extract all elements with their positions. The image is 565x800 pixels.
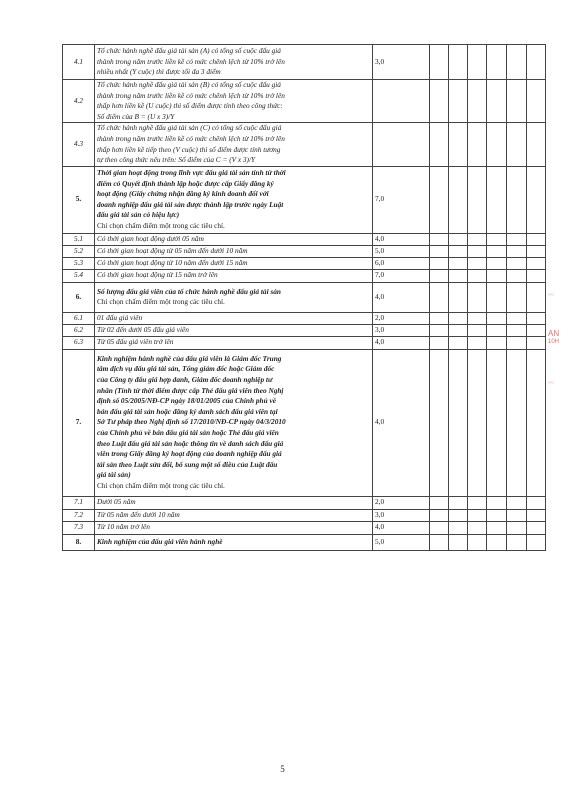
criterion-description [95,80,373,123]
score-cell [468,80,487,123]
criterion-number: 7.2 [63,509,95,521]
score-cell [527,123,546,166]
score-cell [527,312,546,324]
description-line: Từ 10 năm trở lên [97,522,150,532]
criterion-description [95,257,373,269]
score-cell [468,245,487,257]
score-cell [430,166,449,233]
score-cell [507,233,527,245]
score-cell [430,534,449,550]
score-cell [449,123,468,166]
description-line: Tổ chức hành nghề đấu giá tài sản (C) có tổng số cuộc đấu giá [97,123,282,133]
table-row [63,282,546,312]
score-cell [487,282,507,312]
criterion-description [95,324,373,336]
description-line: Dưới 05 năm [97,497,136,507]
description-line: Số lượng đấu giá viên của tổ chức hành nghề đấu giá tài sản [97,286,281,296]
score-cell [487,245,507,257]
score-cell [449,257,468,269]
score-cell [507,166,527,233]
stamp-mark-upper: 〰 [548,293,555,299]
description-line: định số 05/2005/NĐ-CP ngày 18/01/2005 của Chính phủ về [97,396,276,406]
score-cell [527,166,546,233]
criterion-number: 7. [63,349,95,496]
score-cell [507,269,527,282]
max-points: 6,0 [373,257,430,269]
score-cell [487,269,507,282]
score-cell [430,312,449,324]
score-cell [468,233,487,245]
score-cell [487,166,507,233]
criterion-number: 5. [63,166,95,233]
max-points: 7,0 [373,166,430,233]
score-cell [487,509,507,521]
table-row [63,336,546,349]
criterion-description [95,496,373,509]
description-line: đấu giá tài sản có hiệu lực) [97,210,180,220]
description-line: điểm có Quyết định thành lập hoặc được cấp Giấy đăng ký [97,178,274,188]
score-cell [430,45,449,80]
table-row [63,521,546,534]
max-points: 4,0 [373,233,430,245]
table-row [63,312,546,324]
score-cell [527,45,546,80]
table-row [63,534,546,550]
score-cell [527,349,546,496]
score-cell [449,80,468,123]
table-row [63,123,546,166]
max-points: 3,0 [373,324,430,336]
description-line: Số điểm của B = (U x 3)/Y [97,111,175,121]
description-line: 01 đấu giá viên [97,312,143,322]
score-cell [468,269,487,282]
stamp-text-line1: AN [548,329,560,338]
criterion-number: 8. [63,534,95,550]
score-cell [468,324,487,336]
score-cell [507,509,527,521]
description-line: tự theo công thức nêu trên: Số điểm của C = (V x 3)/Y [97,155,256,165]
score-cell [487,324,507,336]
score-cell [449,166,468,233]
description-line: Kinh nghiệm hành nghề của đấu giá viên là Giám đốc Trung [97,353,282,363]
score-cell [507,349,527,496]
criterion-description [95,123,373,166]
red-stamp-fragment [548,330,559,346]
description-line: thành trong năm trước liền kề có mức chênh lệch từ 10% trở lên [97,90,285,100]
table-row [63,245,546,257]
table-row [63,45,546,80]
score-cell [468,509,487,521]
score-cell [507,324,527,336]
score-cell [430,521,449,534]
description-line: giá tài sản) [97,470,131,480]
description-line: Sở Tư pháp theo Nghị định số 17/2010/NĐ-CP ngày 04/3/2010 [97,417,286,427]
score-cell [449,312,468,324]
max-points: 4,0 [373,336,430,349]
table-row [63,257,546,269]
description-line: thành trong năm trước liền kề có mức chênh lệch từ 10% trở lên [97,56,285,66]
description-line: bán đấu giá tài sản hoặc đăng ký danh sách đấu giá viên tại [97,406,278,416]
score-cell [430,509,449,521]
description-line: của Công ty đấu giá hợp danh, Giám đốc doanh nghiệp tư [97,375,273,385]
score-cell [449,336,468,349]
description-line: nhiều nhất (Y cuộc) thì được tối đa 3 điểm [97,67,221,77]
score-cell [468,336,487,349]
max-points: 2,0 [373,312,430,324]
criterion-number: 6.1 [63,312,95,324]
description-line: Chỉ chọn chấm điểm một trong các tiêu chí. [97,481,225,491]
table-row [63,166,546,233]
criterion-number: 5.3 [63,257,95,269]
score-cell [468,349,487,496]
score-cell [527,534,546,550]
score-cell [527,245,546,257]
criterion-number: 5.2 [63,245,95,257]
max-points: 3,0 [373,509,430,521]
score-cell [468,282,487,312]
max-points: 4,0 [373,349,430,496]
description-line: viên trong Giấy đăng ký hoạt động của doanh nghiệp đấu giá [97,449,282,459]
description-line: Có thời gian hoạt động từ 10 năm đến dưới 15 năm [97,257,248,267]
score-cell [527,509,546,521]
table-row [63,496,546,509]
score-cell [468,521,487,534]
table-row [63,80,546,123]
score-cell [449,324,468,336]
criterion-number: 7.1 [63,496,95,509]
description-line: của Chính phủ về bán đấu giá tài sản hoặc Thẻ đấu giá viên [97,428,279,438]
description-line: thấp hơn liền kề tiếp theo (V cuộc) thì số điểm được tính tương [97,144,281,154]
score-cell [507,521,527,534]
description-line: hoạt động (Giấy chứng nhận đăng ký kinh doanh đối với [97,189,269,199]
score-cell [527,269,546,282]
criterion-number: 5.1 [63,233,95,245]
score-cell [449,496,468,509]
score-cell [507,312,527,324]
criterion-number: 6.2 [63,324,95,336]
score-cell [430,245,449,257]
max-points: 4,0 [373,282,430,312]
score-cell [487,521,507,534]
max-points: 5,0 [373,245,430,257]
criterion-description [95,245,373,257]
criterion-description [95,509,373,521]
score-cell [527,282,546,312]
criterion-number: 6. [63,282,95,312]
max-points [373,80,430,123]
criterion-description [95,534,373,550]
description-line: Từ 05 đấu giá viên trở lên [97,337,174,347]
score-cell [507,123,527,166]
description-line: Có thời gian hoạt động từ 05 năm đến dưới 10 năm [97,245,248,255]
score-cell [507,336,527,349]
description-line: Có thời gian hoạt động dưới 05 năm [97,233,204,243]
score-cell [487,349,507,496]
max-points [373,123,430,166]
criterion-number: 4.3 [63,123,95,166]
score-cell [487,45,507,80]
criterion-description [95,349,373,496]
description-line: Chỉ chọn chấm điểm một trong các tiêu chí. [97,220,225,230]
description-line: doanh nghiệp đấu giá tài sản được thành lập trước ngày Luật [97,199,284,209]
max-points: 4,0 [373,521,430,534]
criterion-description [95,45,373,80]
description-line: thành trong năm trước liền kề có mức chênh lệch từ 10% trở lên [97,133,285,143]
description-line: theo Luật đấu giá tài sản hoặc thông tin về danh sách đấu giá [97,438,284,448]
score-cell [527,233,546,245]
score-cell [527,257,546,269]
score-cell [507,80,527,123]
score-cell [430,269,449,282]
criterion-description [95,166,373,233]
table-row [63,269,546,282]
max-points: 3,0 [373,45,430,80]
score-cell [430,80,449,123]
score-cell [430,324,449,336]
criterion-number: 4.1 [63,45,95,80]
score-cell [527,521,546,534]
score-cell [507,534,527,550]
criterion-number: 6.3 [63,336,95,349]
table-row [63,349,546,496]
score-cell [468,534,487,550]
score-cell [468,257,487,269]
criterion-description [95,282,373,312]
score-cell [487,257,507,269]
table-row [63,233,546,245]
score-cell [487,80,507,123]
score-cell [487,233,507,245]
score-cell [468,123,487,166]
description-line: thấp hơn liền kề (U cuộc) thì số điểm được tính theo công thức: [97,101,283,111]
stamp-text-line2: 10H [548,339,560,345]
score-cell [449,534,468,550]
criterion-description [95,336,373,349]
description-line: Chỉ chọn chấm điểm một trong các tiêu chí. [97,297,225,307]
score-cell [449,233,468,245]
description-line: Từ 05 năm đến dưới 10 năm [97,509,180,519]
score-cell [507,257,527,269]
score-cell [507,45,527,80]
score-cell [487,496,507,509]
score-cell [430,123,449,166]
score-cell [468,312,487,324]
score-cell [527,324,546,336]
max-points: 5,0 [373,534,430,550]
score-cell [449,349,468,496]
score-cell [527,336,546,349]
score-cell [487,534,507,550]
score-cell [449,245,468,257]
table-row [63,509,546,521]
score-cell [430,349,449,496]
max-points: 2,0 [373,496,430,509]
description-line: Tổ chức hành nghề đấu giá tài sản (A) có tổng số cuộc đấu giá [97,46,281,56]
criterion-number: 5.4 [63,269,95,282]
criterion-description [95,269,373,282]
page-number: 5 [280,764,285,774]
description-line: Tổ chức hành nghề đấu giá tài sản (B) có tổng số cuộc đấu giá [97,80,281,89]
score-cell [487,336,507,349]
stamp-mark-lower: 〰 [548,381,555,387]
score-cell [430,233,449,245]
score-cell [527,80,546,123]
criteria-table [62,44,546,551]
score-cell [449,269,468,282]
description-line: tài sản theo Luật sửa đổi, bổ sung một số điều của Luật đấu [97,459,278,469]
score-cell [449,509,468,521]
description-line: tâm dịch vụ đấu giá tài sản, Tổng giám đốc hoặc Giám đốc [97,364,275,374]
description-line: Kinh nghiệm của đấu giá viên hành nghề [97,536,223,546]
score-cell [468,45,487,80]
criterion-description [95,312,373,324]
score-cell [449,282,468,312]
criterion-description [95,233,373,245]
score-cell [430,257,449,269]
criteria-table-body [63,45,546,551]
score-cell [468,496,487,509]
score-cell [487,312,507,324]
table-row [63,324,546,336]
criterion-description [95,521,373,534]
description-line: Có thời gian hoạt động từ 15 năm trở lên [97,270,218,280]
score-cell [430,496,449,509]
score-cell [430,336,449,349]
criterion-number: 4.2 [63,80,95,123]
score-cell [468,166,487,233]
score-cell [430,282,449,312]
max-points: 7,0 [373,269,430,282]
score-cell [527,496,546,509]
score-cell [507,282,527,312]
criterion-number: 7.3 [63,521,95,534]
score-cell [507,496,527,509]
description-line: Thời gian hoạt động trong lĩnh vực đấu giá tài sản tính từ thời [97,167,286,177]
score-cell [449,45,468,80]
description-line: Từ 02 đến dưới 05 đấu giá viên [97,324,189,334]
score-cell [487,123,507,166]
score-cell [449,521,468,534]
score-cell [507,245,527,257]
description-line: nhân (Tính từ thời điểm được cấp Thẻ đấu giá viên theo Nghị [97,385,284,395]
